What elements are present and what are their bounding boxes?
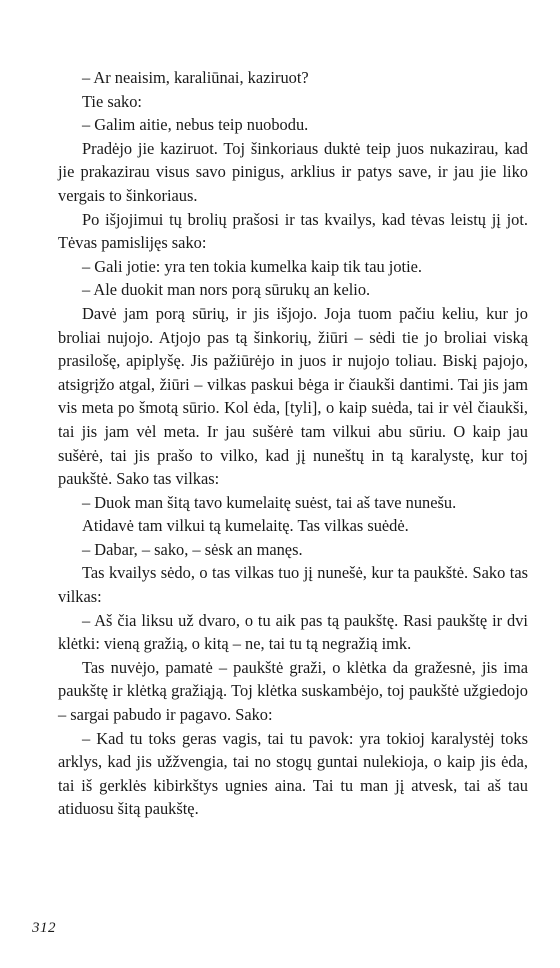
paragraph-8: Davė jam porą sūrių, ir jis išjojo. Joja tuom pačiu keliu, kur jo broliai nujojo. Atjojo pas tą šinkorių, žiūri – sėdi tie jo broliai viską prasilošę, apiplyšę. Jis pažiūrėjo in juos ir nujojo toliau. Biskį pajojo, atsigrįžo atgal, žiūri – vilkas paskui bėga ir čiaukši dantimi. Tai jis jam vis meta po šmotą sūrio. Kol ėda, [tyli], o kaip suėda, tai ir vėl čiaukši, tai jis jam vėl meta. Ir jau sušėrė tam vilkui abu sūriu. O kaip jau sušėrė, tai jis prašo to vilko, kad jį nuneštų in tą karalystę, kur toj paukštė. Sako tas vilkas: bbox=[58, 303, 528, 489]
paragraph-11: – Dabar, – sako, – sėsk an manęs. bbox=[82, 539, 303, 559]
paragraph-4: Pradėjo jie kaziruot. Toj šinkoriaus duktė teip juos nukazirau, kad jie prakazirau visus savo pinigus, arklius ir patys save, ir jau jie liko vergais to šinkoriaus. bbox=[58, 138, 528, 205]
paragraph-12: Tas kvailys sėdo, o tas vilkas tuo jį nunešė, kur ta paukštė. Sako tas vilkas: bbox=[58, 563, 528, 607]
paragraph-15: – Kad tu toks geras vagis, tai tu pavok: yra tokioj karalystėj toks arklys, kad jis užžvengia, tai no stogų guntai nulekioja, o kaip jis ėda, tai iš gerklės kibirkštys ugnies aina. Tai tu man jį atvesk, tai aš tau atiduosu šitą paukštę. bbox=[58, 728, 528, 819]
paragraph-5: Po išjojimui tų brolių prašosi ir tas kvailys, kad tėvas leistų jį jot. Tėvas pamislijęs sako: bbox=[58, 209, 528, 253]
paragraph-3: – Galim aitie, nebus teip nuobodu. bbox=[82, 115, 309, 135]
paragraph-14: Tas nuvėjo, pamatė – paukštė graži, o klėtka da gražesnė, jis ima paukštę ir klėtką gražiąją. Toj klėtka suskambėjo, toj paukštė užgiedojo – sargai pabudo ir pagavo. Sako: bbox=[58, 657, 528, 725]
paragraph-2: Tie sako: bbox=[82, 91, 142, 111]
paragraph-10: Atidavė tam vilkui tą kumelaitę. Tas vilkas suėdė. bbox=[82, 516, 409, 536]
page-body bbox=[58, 66, 528, 821]
page-number: 312 bbox=[32, 920, 56, 936]
paragraph-13: – Aš čia liksu už dvaro, o tu aik pas tą paukštę. Rasi paukštę ir dvi klėtki: vieną gražią, o kitą – ne, tai tu tą negražią imk. bbox=[58, 610, 528, 654]
paragraph-6: – Gali jotie: yra ten tokia kumelka kaip tik tau jotie. bbox=[82, 256, 423, 276]
paragraph-1: – Ar neaisim, karaliūnai, kaziruot? bbox=[82, 68, 309, 87]
paragraph-7: – Ale duokit man nors porą sūrukų an kelio. bbox=[82, 280, 371, 300]
paragraph-9: – Duok man šitą tavo kumelaitę suėst, tai aš tave nunešu. bbox=[82, 492, 457, 512]
